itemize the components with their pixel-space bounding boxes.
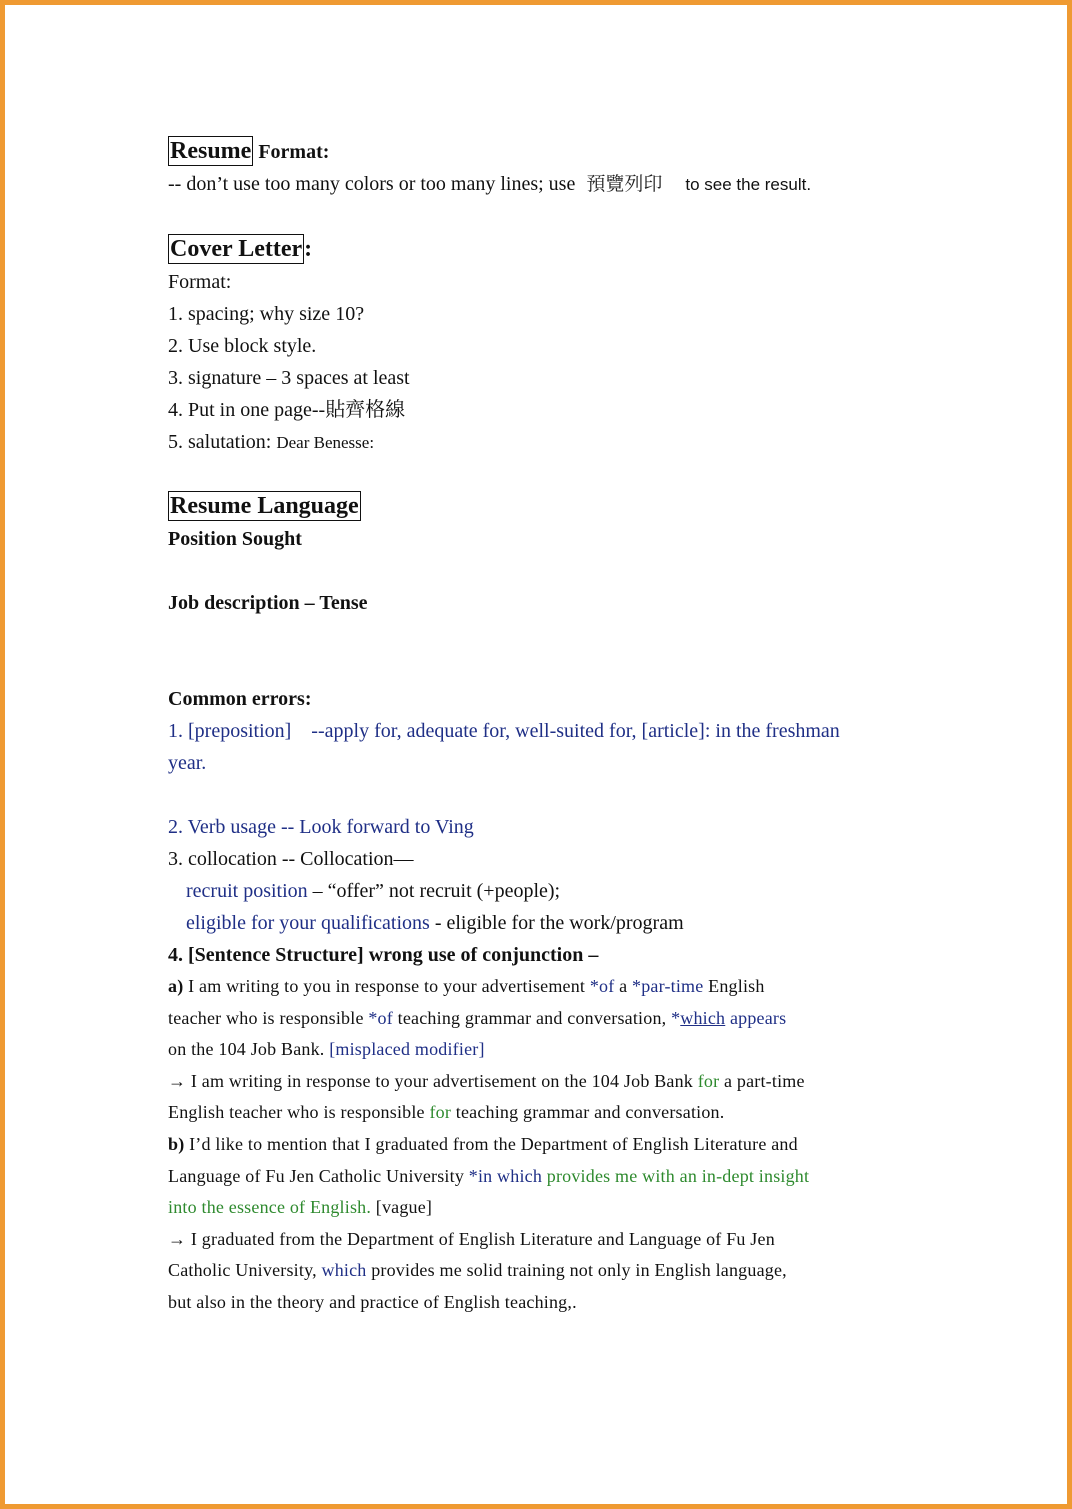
note-prefix: -- don’t use too many colors or too many lines; use bbox=[168, 173, 576, 195]
example-a-text: on the 104 Job Bank. bbox=[168, 1039, 330, 1060]
example-a-text: teacher who is responsible bbox=[168, 1007, 369, 1028]
example-a-label: a) bbox=[168, 976, 184, 996]
example-a-text: English bbox=[703, 976, 765, 996]
salutation-example: Dear Benesse: bbox=[276, 433, 375, 452]
error-3-title: 3. collocation -- Collocation— bbox=[168, 848, 414, 870]
error-4-title: 4. [Sentence Structure] wrong use of conjunction – bbox=[168, 944, 599, 966]
error-mark: *in which bbox=[468, 1165, 543, 1186]
example-a-fix-text: → I am writing in response to your advertisement on the 104 Job Bank bbox=[168, 1070, 698, 1091]
format-label: Format: bbox=[258, 141, 330, 163]
error-4-examples bbox=[168, 971, 928, 1319]
error-3-line-a bbox=[168, 875, 928, 907]
example-a-fix-text: English teacher who is responsible bbox=[168, 1102, 430, 1123]
correction-mark: for bbox=[429, 1102, 452, 1123]
example-a-fix-text: teaching grammar and conversation. bbox=[451, 1102, 725, 1123]
example-a-text: I am writing to you in response to your advertisement bbox=[183, 976, 590, 996]
correction-mark: which bbox=[321, 1260, 367, 1281]
example-a-text: teaching grammar and conversation, bbox=[392, 1007, 672, 1028]
example-a-line-3 bbox=[168, 1034, 928, 1066]
cover-letter-heading-box: Cover Letter bbox=[170, 236, 303, 262]
example-b-line-2 bbox=[168, 1161, 928, 1193]
vague-phrase: provides me with an in-dept insight bbox=[542, 1165, 810, 1186]
resume-language-heading-box: Resume Language bbox=[170, 493, 359, 519]
example-b-fix-line-3: but also in the theory and practice of English teaching,. bbox=[168, 1291, 577, 1312]
resume-format-note bbox=[168, 168, 928, 201]
resume-heading-box: Resume bbox=[170, 138, 252, 164]
example-b-line-3 bbox=[168, 1192, 928, 1224]
underlined-which: which bbox=[680, 1007, 726, 1028]
note-cjk: 預覽列印 bbox=[586, 173, 663, 195]
vague-note: [vague] bbox=[371, 1197, 433, 1218]
example-b-fix-line-1: → I graduated from the Department of English Literature and Language of Fu Jen bbox=[168, 1228, 775, 1249]
document-page bbox=[168, 136, 928, 1319]
example-a-line-2 bbox=[168, 1003, 928, 1035]
job-description: Job description – Tense bbox=[168, 592, 368, 614]
example-b-fix-text: Catholic University, bbox=[168, 1260, 322, 1281]
example-b-fix-text: provides me solid training not only in English language, bbox=[366, 1260, 787, 1281]
common-errors-heading: Common errors: bbox=[168, 688, 312, 710]
example-b-text: I’d like to mention that I graduated from the Department of English Literature and bbox=[184, 1133, 798, 1154]
error-3-line-b bbox=[168, 907, 928, 939]
position-sought: Position Sought bbox=[168, 528, 302, 550]
error-3-a-rest: – “offer” not recruit (+people); bbox=[307, 880, 561, 902]
error-3-a-blue: recruit position bbox=[186, 880, 308, 902]
example-b-label: b) bbox=[168, 1133, 185, 1154]
resume-format-heading bbox=[168, 136, 928, 168]
example-b-text: Language of Fu Jen Catholic University bbox=[168, 1165, 469, 1186]
error-3-b-rest: - eligible for the work/program bbox=[429, 912, 684, 934]
cover-letter-item-1: 1. spacing; why size 10? bbox=[168, 303, 365, 325]
error-1-line-2: year. bbox=[168, 752, 207, 774]
example-a-text: a bbox=[614, 976, 633, 996]
cover-letter-format-label: Format: bbox=[168, 271, 232, 293]
error-2: 2. Verb usage -- Look forward to Ving bbox=[168, 816, 474, 838]
cover-letter-item-2: 2. Use block style. bbox=[168, 335, 317, 357]
error-mark: *of bbox=[368, 1007, 393, 1028]
example-a-fix-line-1 bbox=[168, 1066, 928, 1098]
error-mark: *par-time bbox=[632, 976, 704, 996]
cover-letter-colon: : bbox=[304, 236, 313, 262]
error-mark: appears bbox=[725, 1007, 787, 1028]
example-a-fix-text: a part-time bbox=[719, 1070, 805, 1091]
cover-letter-item-5 bbox=[168, 426, 928, 459]
example-a-line-1 bbox=[168, 971, 928, 1003]
error-3-b-blue: eligible for your qualifications bbox=[186, 912, 430, 934]
example-b-line-1 bbox=[168, 1129, 928, 1161]
cover-letter-item-3: 3. signature – 3 spaces at least bbox=[168, 367, 410, 389]
example-a-fix-line-2 bbox=[168, 1097, 928, 1129]
resume-language-heading bbox=[168, 491, 928, 523]
cover-letter-item-4: 4. Put in one page--貼齊格線 bbox=[168, 399, 406, 421]
error-mark: *of bbox=[589, 976, 615, 996]
error-1-line-1: 1. [preposition] --apply for, adequate for, well-suited for, [article]: in the freshman bbox=[168, 720, 840, 742]
vague-phrase: into the essence of English. bbox=[168, 1197, 372, 1218]
salutation-label: 5. salutation: bbox=[168, 431, 272, 453]
cover-letter-heading bbox=[168, 233, 928, 266]
error-mark: * bbox=[671, 1007, 681, 1028]
correction-mark: for bbox=[697, 1070, 720, 1091]
note-suffix: to see the result. bbox=[685, 175, 812, 194]
example-b-fix-line-2 bbox=[168, 1255, 928, 1287]
misplaced-modifier-note: [misplaced modifier] bbox=[329, 1039, 485, 1060]
